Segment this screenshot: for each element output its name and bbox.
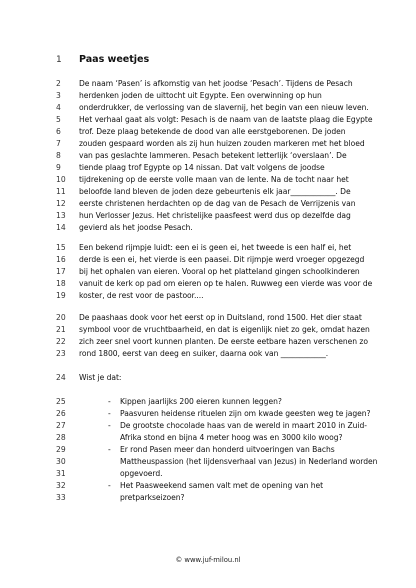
line-number: 6 <box>56 127 61 136</box>
page-title: Paas weetjes <box>79 54 150 65</box>
list-item <box>0 408 416 420</box>
line-text: zich zeer snel voort kunnen planten. De eerste eetbare hazen verschenen zo <box>79 337 368 346</box>
bullet-dash: - <box>108 445 111 454</box>
line-text: symbool voor de vruchtbaarheid, en dat is eigenlijk niet zo gek, omdat hazen <box>79 325 370 334</box>
list-item <box>0 396 416 408</box>
line-text: zouden gespaard worden als zij hun huizen zouden markeren met het bloed <box>79 139 365 148</box>
line-number: 14 <box>56 223 66 232</box>
line-text: rond 1800, eerst van deeg en suiker, daarna ook van ____________. <box>79 349 329 358</box>
line-number: 20 <box>56 313 66 322</box>
line-text: beloofde land bleven de joden deze gebeurtenis elk jaar____________. De <box>79 187 351 196</box>
line-number: 12 <box>56 199 66 208</box>
line-text: Afrika stond en bijna 4 meter hoog was en 3000 kilo woog? <box>120 433 343 442</box>
line-text: derde is een ei, het vierde is een paasei. Dit rijmpje werd vroeger opgezegd <box>79 255 365 264</box>
text-line <box>0 174 416 186</box>
list-item <box>0 444 416 456</box>
line-number: 19 <box>56 291 66 300</box>
line-number: 15 <box>56 243 66 252</box>
bullet-dash: - <box>108 421 111 430</box>
line-number: 31 <box>56 469 66 478</box>
line-number: 2 <box>56 79 61 88</box>
text-line <box>0 242 416 254</box>
line-text: tijdrekening op de eerste volle maan van de lente. Na de tocht naar het <box>79 175 349 184</box>
line-text: De paashaas dook voor het eerst op in Duitsland, rond 1500. Het dier staat <box>79 313 362 322</box>
line-text: trof. Deze plaag betekende de dood van alle eerstgeborenen. De joden <box>79 127 346 136</box>
line-number: 7 <box>56 139 61 148</box>
text-line <box>0 90 416 102</box>
text-line <box>0 348 416 360</box>
line-number: 5 <box>56 115 61 124</box>
bullet-dash: - <box>108 397 111 406</box>
line-text: vanuit de kerk op pad om eieren op te halen. Ruwweg een vierde was voor de <box>79 279 373 288</box>
text-line <box>0 114 416 126</box>
text-line <box>0 150 416 162</box>
line-text: onderdrukker, de verlossing van de slavernij, het begin van een nieuw leven. <box>79 103 369 112</box>
line-text: Het verhaal gaat als volgt: Pesach is de naam van de laatste plaag die Egypte <box>79 115 373 124</box>
line-number: 26 <box>56 409 66 418</box>
line-number: 1 <box>56 55 62 65</box>
line-number: 32 <box>56 481 66 490</box>
text-line <box>0 278 416 290</box>
line-number: 16 <box>56 255 66 264</box>
line-text: Kippen jaarlijks 200 eieren kunnen leggen? <box>120 397 282 406</box>
title-line <box>0 54 416 66</box>
line-text: Paasvuren heidense rituelen zijn om kwade geesten weg te jagen? <box>120 409 371 418</box>
line-text: Het Paasweekend samen valt met de opening van het <box>120 481 324 490</box>
text-line <box>0 324 416 336</box>
text-line <box>0 138 416 150</box>
list-item-continuation <box>0 492 416 504</box>
line-number: 25 <box>56 397 66 406</box>
line-text: De grootste chocolade haas van de wereld in maart 2010 in Zuid- <box>120 421 367 430</box>
line-text: Een bekend rijmpje luidt: een ei is geen ei, het tweede is een half ei, het <box>79 243 352 252</box>
text-line <box>0 198 416 210</box>
list-item <box>0 480 416 492</box>
line-number: 11 <box>56 187 66 196</box>
text-line <box>0 266 416 278</box>
line-number: 30 <box>56 457 66 466</box>
list-heading-line <box>0 372 416 384</box>
line-number: 3 <box>56 91 61 100</box>
text-line <box>0 126 416 138</box>
line-number: 4 <box>56 103 61 112</box>
line-text: De naam ‘Pasen’ is afkomstig van het joodse ‘Pesach’. Tijdens de Pesach <box>79 79 353 88</box>
text-line <box>0 186 416 198</box>
text-line <box>0 210 416 222</box>
line-number: 33 <box>56 493 66 502</box>
line-text: eerste christenen herdachten op de dag van de Pesach de Verrijzenis van <box>79 199 356 208</box>
line-text: hun Verlosser Jezus. Het christelijke paasfeest werd dus op dezelfde dag <box>79 211 351 220</box>
line-number: 9 <box>56 163 61 172</box>
bullet-dash: - <box>108 481 111 490</box>
footer-credit: © www.juf-milou.nl <box>175 556 241 564</box>
line-text: gevierd als het joodse Pesach. <box>79 223 193 232</box>
text-line <box>0 312 416 324</box>
bullet-dash: - <box>108 409 111 418</box>
line-text: van pas geslachte lammeren. Pesach betekent letterlijk ‘overslaan’. De <box>79 151 347 160</box>
text-line <box>0 162 416 174</box>
line-number: 8 <box>56 151 61 160</box>
line-number: 10 <box>56 175 66 184</box>
line-text: herdenken joden de uittocht uit Egypte. Een overwinning op hun <box>79 91 322 100</box>
line-text: Er rond Pasen meer dan honderd uitvoeringen van Bachs <box>120 445 335 454</box>
line-text: tiende plaag trof Egypte op 14 nissan. Dat valt volgens de joodse <box>79 163 325 172</box>
line-text: Mattheuspassion (het lijdensverhaal van Jezus) in Nederland worden <box>120 457 378 466</box>
text-line <box>0 102 416 114</box>
line-number: 29 <box>56 445 66 454</box>
line-text: koster, de rest voor de pastoor.... <box>79 291 204 300</box>
line-text: opgevoerd. <box>120 469 163 478</box>
list-item-continuation <box>0 456 416 468</box>
line-number: 18 <box>56 279 66 288</box>
text-line <box>0 336 416 348</box>
line-text: bij het ophalen van eieren. Vooral op het platteland gingen schoolkinderen <box>79 267 360 276</box>
list-heading: Wist je dat: <box>79 373 122 382</box>
list-item-continuation <box>0 468 416 480</box>
line-text: pretparkseizoen? <box>120 493 185 502</box>
line-number: 23 <box>56 349 66 358</box>
line-number: 21 <box>56 325 66 334</box>
text-line <box>0 222 416 234</box>
line-number: 17 <box>56 267 66 276</box>
list-item-continuation <box>0 432 416 444</box>
line-number: 27 <box>56 421 66 430</box>
text-line <box>0 254 416 266</box>
line-number: 28 <box>56 433 66 442</box>
line-number: 22 <box>56 337 66 346</box>
line-number: 13 <box>56 211 66 220</box>
text-line <box>0 290 416 302</box>
text-line <box>0 78 416 90</box>
list-item <box>0 420 416 432</box>
line-number: 24 <box>56 373 66 382</box>
